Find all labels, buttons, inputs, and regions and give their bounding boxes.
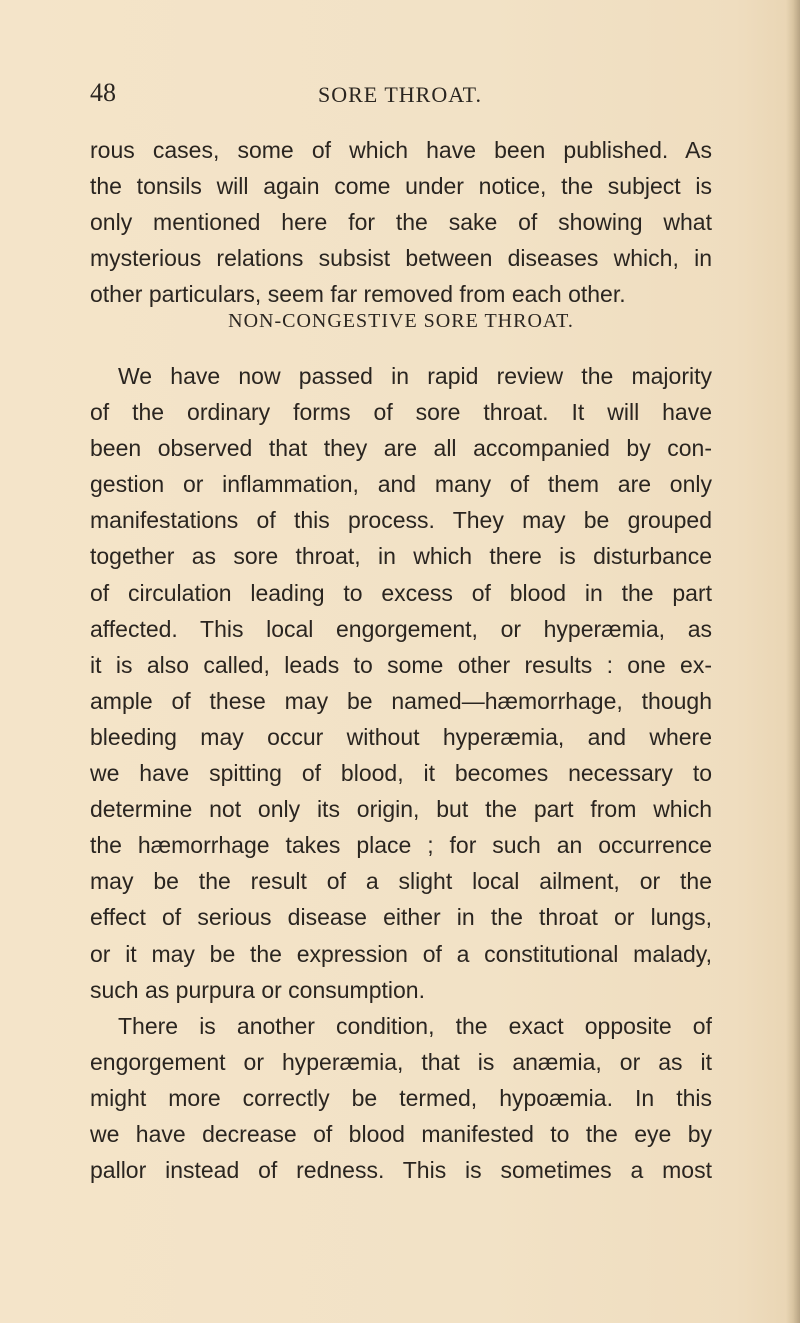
text-line: ample of these may be named—hæmorrhage, though [90, 687, 712, 714]
text-line: mysterious relations subsist between diseases which, in [90, 245, 712, 272]
text-line: it is also called, leads to some other results : one ex- [90, 651, 712, 678]
text-line: the hæmorrhage takes place ; for such an occurrence [90, 832, 712, 859]
text-line: or it may be the expression of a constitutional malady, [90, 940, 712, 967]
paragraph-1 [90, 132, 712, 312]
text-line: engorgement or hyperæmia, that is anæmia, or as it [90, 1048, 712, 1075]
text-line: We have now passed in rapid review the majority [118, 363, 712, 389]
text-line: only mentioned here for the sake of showing what [90, 209, 712, 236]
text-line: of the ordinary forms of sore throat. It will have [90, 399, 712, 426]
text-line: been observed that they are all accompanied by con- [90, 435, 712, 462]
text-line: rous cases, some of which have been published. As [90, 137, 712, 163]
text-line: other particulars, seem far removed from each other. [90, 281, 626, 308]
text-line: might more correctly be termed, hypoæmia. In this [90, 1084, 712, 1111]
text-line: of circulation leading to excess of blood in the part [90, 579, 712, 606]
running-head: SORE THROAT. [318, 82, 482, 107]
section-heading: NON-CONGESTIVE SORE THROAT. [228, 310, 574, 332]
page-edge-shadow [786, 0, 800, 1323]
text-line: the tonsils will again come under notice, the subject is [90, 173, 712, 200]
text-line: we have decrease of blood manifested to the eye by [90, 1120, 712, 1147]
text-line: determine not only its origin, but the part from which [90, 796, 712, 823]
page-header [90, 78, 710, 118]
text-line: manifestations of this process. They may be grouped [90, 507, 712, 534]
text-line: pallor instead of redness. This is sometimes a most [90, 1157, 712, 1184]
paragraph-2 [90, 358, 712, 1188]
text-line: gestion or inflammation, and many of them are only [90, 471, 712, 498]
text-line: There is another condition, the exact opposite of [118, 1012, 712, 1039]
text-line: may be the result of a slight local ailment, or the [90, 868, 712, 895]
text-line: such as purpura or consumption. [90, 976, 425, 1003]
text-line: bleeding may occur without hyperæmia, and where [90, 723, 712, 750]
text-line: affected. This local engorgement, or hyperæmia, as [90, 615, 712, 642]
page-number: 48 [90, 78, 116, 107]
text-line: together as sore throat, in which there is disturbance [90, 543, 712, 570]
text-line: we have spitting of blood, it becomes necessary to [90, 760, 712, 787]
text-line: effect of serious disease either in the throat or lungs, [90, 904, 712, 931]
